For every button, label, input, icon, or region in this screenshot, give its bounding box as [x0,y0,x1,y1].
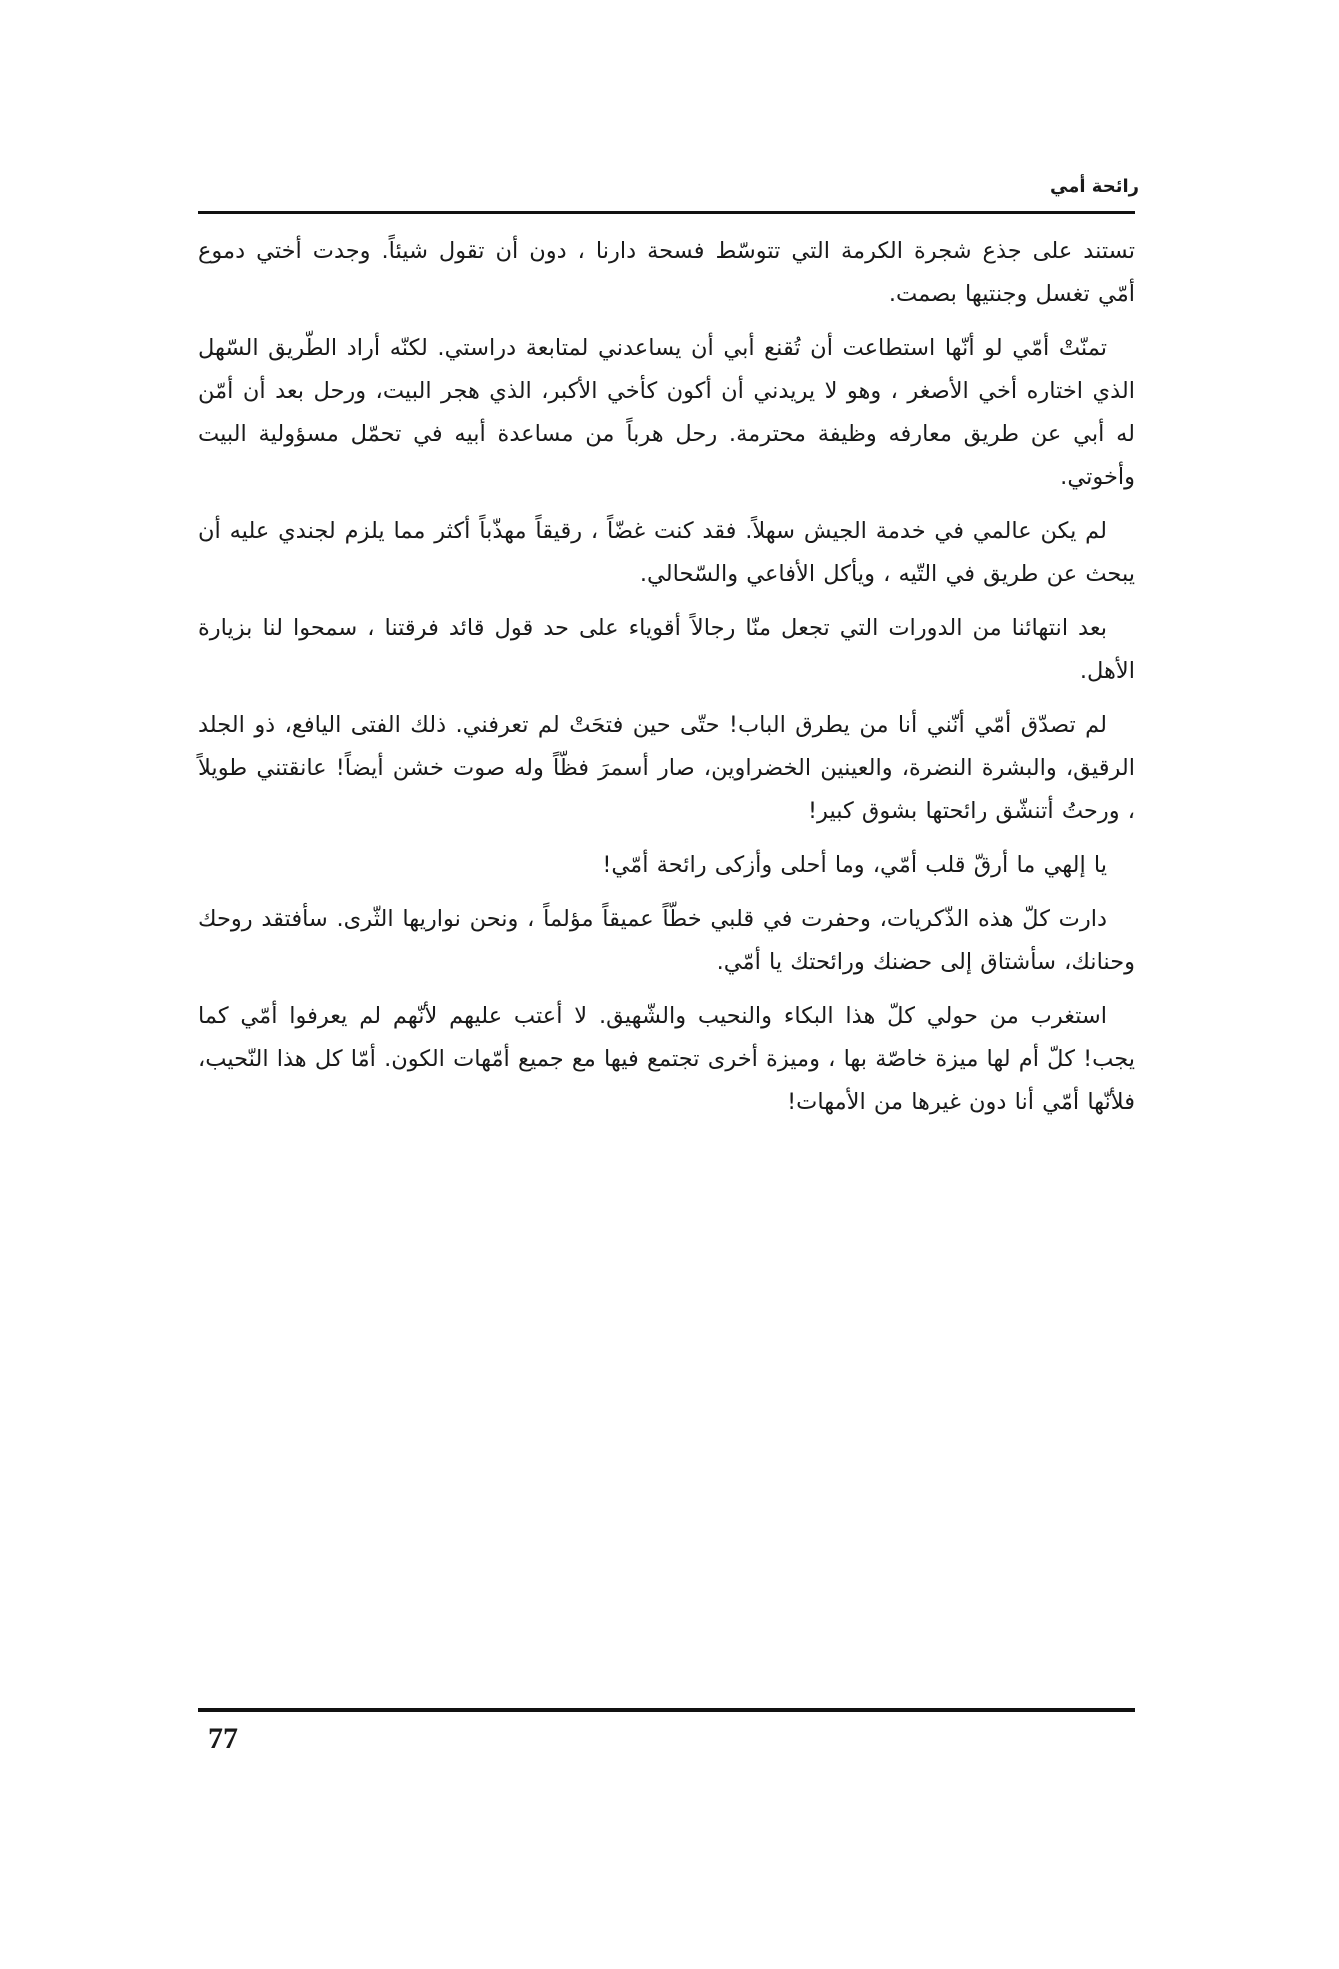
running-header-title: رائحة أمي [1050,176,1139,197]
paragraph-3: لم يكن عالمي في خدمة الجيش سهلاً. فقد كنت غضّاً ، رقيقاً مهذّباً أكثر مما يلزم لجندي عليه أن يبحث عن طريق في التّيه ، ويأكل الأفاعي والسّحالي. [198,518,1135,587]
header-rule [198,211,1135,214]
footer-rule [198,1708,1135,1712]
paragraph-4: بعد انتهائنا من الدورات التي تجعل منّا رجالاً أقوياء على حد قول قائد فرقتنا ، سمحوا لنا بزيارة الأهل. [198,615,1135,684]
paragraph-1: تستند على جذع شجرة الكرمة التي تتوسّط فسحة دارنا ، دون أن تقول شيئاً. وجدت أختي دموع أمّي تغسل وجنتيها بصمت. [198,238,1135,307]
paragraph-8: استغرب من حولي كلّ هذا البكاء والنحيب والشّهيق. لا أعتب عليهم لأنّهم لم يعرفوا أمّي كما يجب! كلّ أم لها ميزة خاصّة بها ، وميزة أخرى تجتمع فيها مع جميع أمّهات الكون. أمّا كل هذا النّحيب، فلأنّها أمّي أنا دون غيرها من الأمهات! [198,1003,1135,1115]
paragraph-6: يا إلهي ما أرقّ قلب أمّي، وما أحلى وأزكى رائحة أمّي! [602,852,1107,878]
paragraph-2: تمنّتْ أمّي لو أنّها استطاعت أن تُقنع أبي أن يساعدني لمتابعة دراستي. لكنّه أراد الطّريق السّهل الذي اختاره أخي الأصغر ، وهو لا يريدني أن أكون كأخي الأكبر، الذي هجر البيت، ورحل بعد أن أمّن له أبي عن طريق معارفه وظيفة محترمة. رحل هرباً من مساعدة أبيه في تحمّل مسؤولية البيت وأخوتي. [198,335,1135,490]
body-text [198,230,1135,1135]
paragraph-5: لم تصدّق أمّي أنّني أنا من يطرق الباب! حتّى حين فتحَتْ لم تعرفني. ذلك الفتى اليافع، ذو الجلد الرقيق، والبشرة النضرة، والعينين الخضراوين، صار أسمرَ فظّاً وله صوت خشن أيضاً! عانقتني طويلاً ، ورحتُ أتنشّق رائحتها بشوق كبير! [198,712,1135,824]
paragraph-7: دارت كلّ هذه الذّكريات، وحفرت في قلبي خطّاً عميقاً مؤلماً ، ونحن نواريها الثّرى. سأفتقد روحك وحنانك، سأشتاق إلى حضنك ورائحتك يا أمّي. [198,906,1135,975]
page-number: 77 [208,1722,238,1755]
